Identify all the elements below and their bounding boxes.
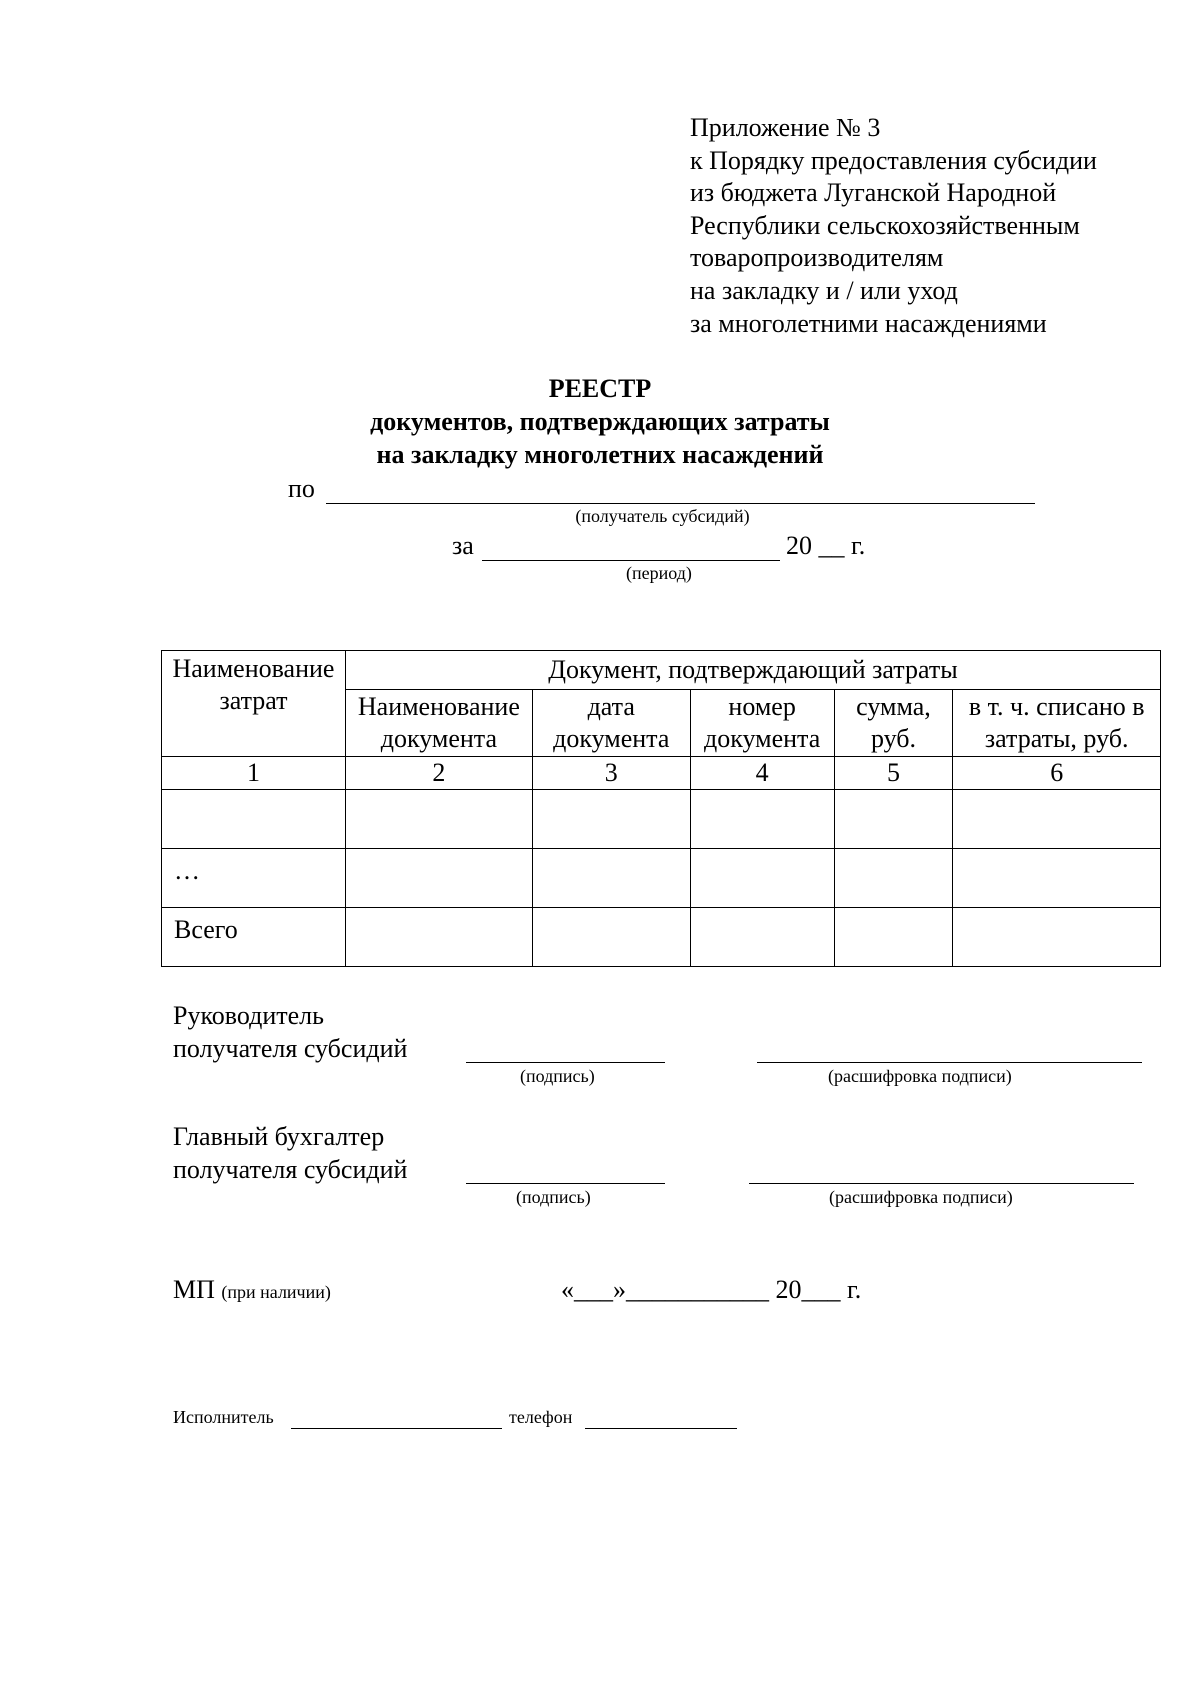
period-caption: (период) (626, 563, 692, 583)
head-label-line-1: Руководитель (173, 1001, 324, 1030)
accountant-label-line-2: получателя субсидий (173, 1154, 408, 1184)
appendix-line: за многолетними насаждениями (690, 308, 1047, 338)
head-label (173, 1000, 407, 1065)
row-label[interactable]: … (162, 849, 346, 908)
appendix-line: Республики сельскохозяйственным (690, 210, 1080, 240)
header-document-number: номер документа (690, 690, 834, 757)
table-cell[interactable] (834, 790, 953, 849)
accountant-decode-caption: (расшифровка подписи) (829, 1187, 1013, 1207)
appendix-line: из бюджета Луганской Народной (690, 178, 1057, 208)
table-cell[interactable] (953, 849, 1161, 908)
recipient-caption: (получатель субсидий) (575, 506, 750, 526)
date-field[interactable]: «___»___________ 20___ г. (561, 1275, 862, 1304)
head-signature-line[interactable] (466, 1062, 665, 1063)
appendix-line: Приложение № 3 (690, 113, 881, 142)
executor-field-line[interactable] (291, 1428, 502, 1429)
period-year: 20 __ г. (786, 531, 866, 560)
column-number: 4 (690, 757, 834, 790)
column-number: 2 (345, 757, 532, 790)
header-amount: сумма, руб. (834, 690, 953, 757)
executor-label: Исполнитель (173, 1407, 274, 1427)
accountant-label-line-1: Главный бухгалтер (173, 1122, 385, 1151)
table-row (162, 790, 1161, 849)
phone-label: телефон (509, 1407, 573, 1427)
header-cost-name: Наименование затрат (162, 651, 346, 757)
head-decode-caption: (расшифровка подписи) (828, 1066, 1012, 1086)
column-number: 3 (532, 757, 690, 790)
document-title (0, 372, 1200, 471)
recipient-prefix: по (288, 474, 315, 503)
accountant-signature-caption: (подпись) (516, 1187, 591, 1207)
register-table (161, 650, 1161, 967)
title-line-3: на закладку многолетних насаждений (376, 440, 824, 469)
recipient-field-line[interactable] (326, 503, 1035, 504)
table-cell[interactable] (532, 908, 690, 967)
header-document-date: дата документа (532, 690, 690, 757)
table-cell[interactable] (690, 849, 834, 908)
accountant-label (173, 1121, 407, 1186)
appendix-block (690, 112, 1097, 340)
row-label[interactable] (162, 790, 346, 849)
table-cell[interactable] (345, 790, 532, 849)
header-written-off: в т. ч. списано в затраты, руб. (953, 690, 1161, 757)
period-prefix: за (452, 531, 474, 560)
table-cell[interactable] (690, 908, 834, 967)
appendix-line: к Порядку предоставления субсидии (690, 145, 1097, 175)
table-cell[interactable] (532, 790, 690, 849)
table-cell[interactable] (345, 908, 532, 967)
phone-field-line[interactable] (585, 1428, 737, 1429)
table-cell[interactable] (953, 790, 1161, 849)
table-cell[interactable] (345, 849, 532, 908)
table-cell[interactable] (953, 908, 1161, 967)
stamp-note: (при наличии) (221, 1282, 331, 1302)
header-document-name: Наименование документа (345, 690, 532, 757)
column-number: 5 (834, 757, 953, 790)
table-row (162, 849, 1161, 908)
stamp-mp: МП (173, 1275, 215, 1304)
table-cell[interactable] (690, 790, 834, 849)
period-field-line[interactable] (482, 560, 780, 561)
row-label-total[interactable]: Всего (162, 908, 346, 967)
column-number: 1 (162, 757, 346, 790)
title-line-2: документов, подтверждающих затраты (370, 407, 830, 436)
header-document-group: Документ, подтверждающий затраты (345, 651, 1160, 690)
stamp-label (173, 1275, 331, 1305)
appendix-line: на закладку и / или уход (690, 275, 958, 305)
head-signature-caption: (подпись) (520, 1066, 595, 1086)
table-row-total (162, 908, 1161, 967)
table-cell[interactable] (834, 908, 953, 967)
column-number: 6 (953, 757, 1161, 790)
appendix-line: товаропроизводителям (690, 243, 944, 273)
head-label-line-2: получателя субсидий (173, 1033, 408, 1063)
title-line-1: РЕЕСТР (548, 374, 652, 403)
accountant-decode-line[interactable] (749, 1183, 1134, 1184)
table-cell[interactable] (834, 849, 953, 908)
table-cell[interactable] (532, 849, 690, 908)
accountant-signature-line[interactable] (466, 1183, 665, 1184)
head-decode-line[interactable] (757, 1062, 1142, 1063)
